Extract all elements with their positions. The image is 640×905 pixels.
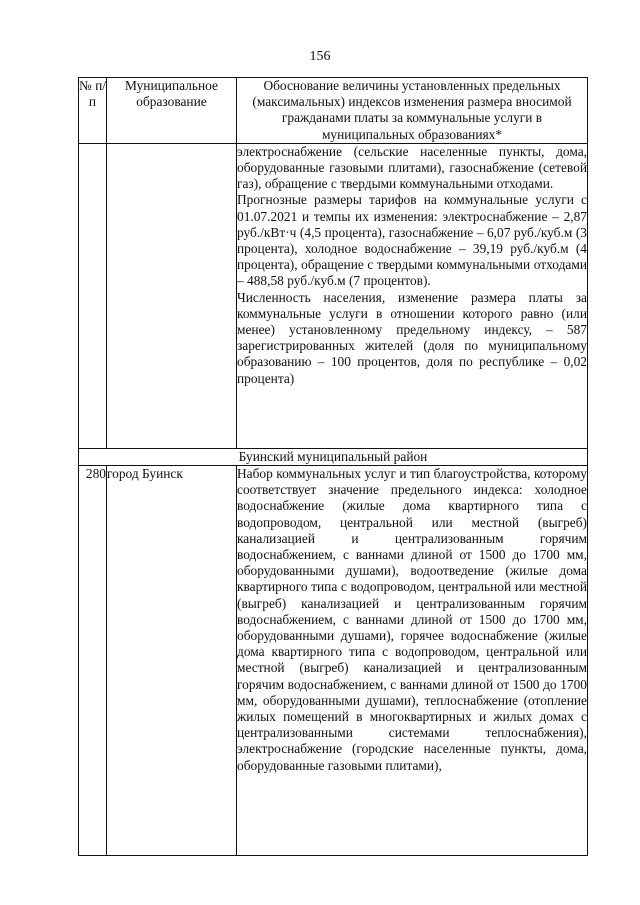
cell-municipality: город Буинск bbox=[107, 466, 237, 856]
header-justification: Обоснование величины установленных предельных (максимальных) индексов изменения размера вносимой гражданами платы за коммунальные услуги в муниципальных образованиях* bbox=[237, 78, 588, 144]
cell-number-empty bbox=[79, 143, 107, 448]
header-municipality: Муниципальное образование bbox=[107, 78, 237, 144]
index-justification-table bbox=[78, 77, 588, 856]
page-number: 156 bbox=[309, 49, 331, 64]
table-row-continuation bbox=[79, 143, 588, 448]
table-header-row bbox=[79, 78, 588, 144]
cell-justification-continuation bbox=[237, 143, 588, 448]
header-number: № п/п bbox=[79, 78, 107, 144]
table-row bbox=[79, 466, 588, 856]
paragraph-population: Численность населения, изменение размера платы за коммунальные услуги в отношении которого равно (или менее) установленному предельному индексу, – 587 зарегистрированных жителей (доля по муниципальному образованию – 100 процентов, доля по республике – 0,02 процента) bbox=[237, 289, 587, 386]
table-section-row bbox=[79, 448, 588, 465]
paragraph-tariffs: Прогнозные размеры тарифов на коммунальные услуги с 01.07.2021 и темпы их изменения: электроснабжение – 2,87 руб./кВт·ч (4,5 процента), газоснабжение – 6,07 руб./куб.м (3 процента), холодное водоснабжение – 39,19 руб./куб.м (4 процента), обращение с твердыми коммунальными отходами – 488,58 руб./куб.м (7 процентов). bbox=[237, 192, 587, 289]
cell-municipality-empty bbox=[107, 143, 237, 448]
section-title: Буинский муниципальный район bbox=[79, 448, 588, 465]
paragraph-services-set: Набор коммунальных услуг и тип благоустройства, которому соответствует значение предельного индекса: холодное водоснабжение (жилые дома квартирного типа с водопроводом, центральной или местной (выгреб) канализацией и централизованным горячим водоснабжением, с ваннами длиной от 1500 до 1700 мм, оборудованными душами), водоотведение (жилые дома квартирного типа с водопроводом, центральной или местной (выгреб) канализацией и централизованным горячим водоснабжением, с ваннами длиной от 1500 до 1700 мм, оборудованными душами), горячее водоснабжение (жилые дома квартирного типа с водопроводом, центральной или местной (выгреб) канализацией и централизованным горячим водоснабжением, с ваннами длиной от 1500 до 1700 мм, оборудованными душами), теплоснабжение (отопление жилых помещений в многоквартирных и жилых домах с централизованными системами теплоснабжения), электроснабжение (городские населенные пункты, дома, оборудованные газовыми плитами), bbox=[237, 466, 587, 773]
cell-number: 280 bbox=[79, 466, 107, 856]
cell-justification bbox=[237, 466, 588, 856]
paragraph-services: электроснабжение (сельские населенные пункты, дома, оборудованные газовыми плитами), газоснабжение (сетевой газ), обращение с твердыми коммунальными отходами. bbox=[237, 143, 587, 192]
